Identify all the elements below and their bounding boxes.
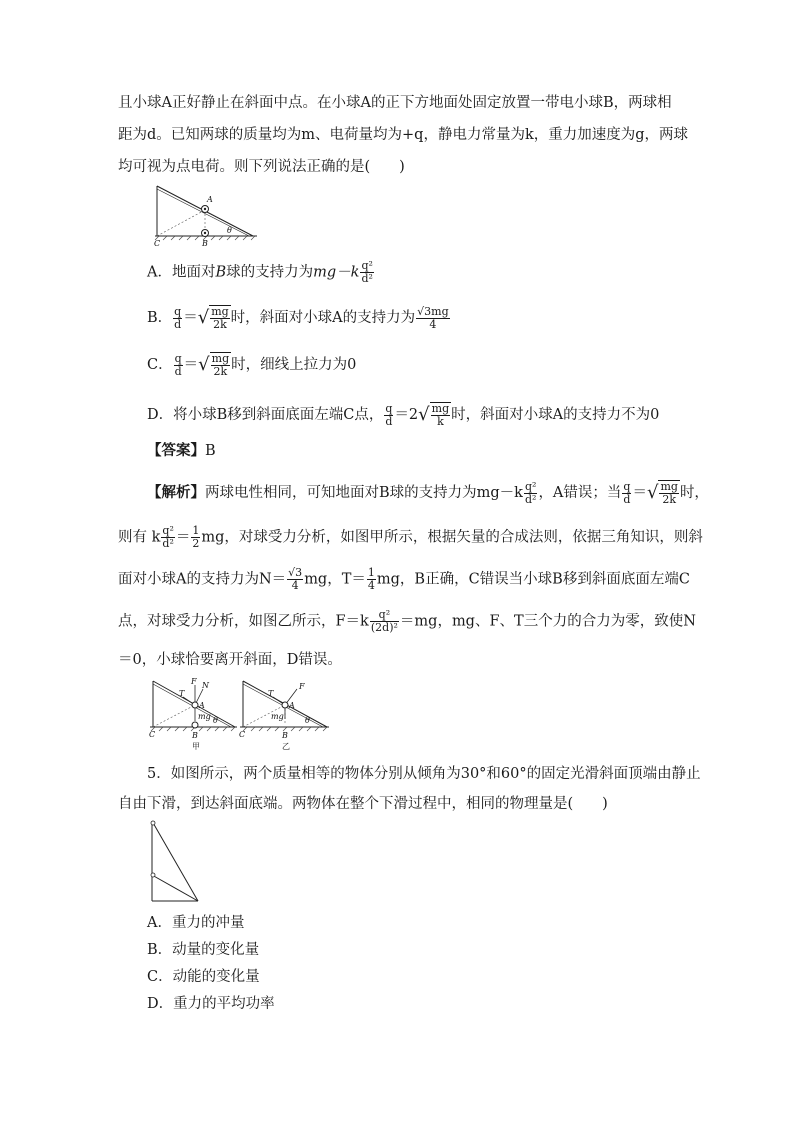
q4-answer: 【答案】B <box>147 442 216 459</box>
fig-yi-mg: mg <box>271 712 284 721</box>
fig-jia-theta: θ <box>213 716 218 725</box>
q4-analysis-line-3: 面对小球A的支持力为N＝ $\frac{√3}{4}$ mg，T＝ $\frac{1}{4}$ mg，B正确，C错误当小球B移到斜面底面左端C <box>118 566 690 592</box>
fig-jia-a: A <box>199 701 205 710</box>
q4-analysis-line-1: 【解析】两球电性相同，可知地面对B球的支持力为mg－k $\frac{\text{q²}}{\text{d²}}$ ，A错误；当 $\frac{q}{d}$ ＝√ $\frac{mg}{2k}$ 时， <box>147 479 709 506</box>
q5-option-b: B．动量的变化量 <box>147 942 260 958</box>
fig-jia-caption: 甲 <box>192 742 200 751</box>
sqrt: √ $\frac{mg}{k}$ <box>418 402 450 428</box>
fig-yi-theta: θ <box>305 716 310 725</box>
fig-yi-b: B <box>282 731 288 740</box>
fig-yi-f: F <box>299 682 305 691</box>
q5-line-1: 5．如图所示，两个质量相等的物体分别从倾角为30°和60°的固定光滑斜面顶端由静止 <box>147 766 701 782</box>
sqrt: √ $\frac{mg}{2k}$ <box>198 352 230 378</box>
fig-jia-b: B <box>192 731 198 740</box>
fig-label-c: C <box>154 239 161 248</box>
q5-option-a: A．重力的冲量 <box>147 915 245 931</box>
q4-intro-line-3: 均可视为点电荷。则下列说法正确的是( ) <box>118 159 405 175</box>
fig-jia-mg: mg <box>198 712 211 721</box>
fig-jia-n: N <box>202 681 209 690</box>
q5-option-d: D．重力的平均功率 <box>147 996 275 1012</box>
q4-force-diagram-jia <box>145 675 240 753</box>
fraction: $\frac{q}{d}$ <box>174 304 182 331</box>
q4-option-a: A．地面对B球的支持力为mg－k $\frac{\text{q²}}{\text{d²}}$ <box>147 259 373 285</box>
q4-analysis-line-2: 则有 k $\frac{\text{q²}}{\text{d²}}$ ＝ $\frac{1}{2}$ mg，对球受力分析，如图甲所示，根据矢量的合成法则，依据三角知识，则斜 <box>118 524 703 550</box>
fraction: $\frac{√3mg}{4}$ <box>417 304 449 331</box>
fig-yi-a: A <box>289 701 295 710</box>
q4-analysis-line-5: ＝0，小球恰要离开斜面，D错误。 <box>118 652 342 668</box>
q4-force-diagram-yi <box>237 675 332 753</box>
fig-label-a: A <box>207 195 213 204</box>
fig-yi-caption: 乙 <box>282 742 290 751</box>
q4-incline-figure <box>145 180 265 250</box>
fraction: $\frac{q}{d}$ <box>385 401 393 428</box>
q5-line-2: 自由下滑，到达斜面底端。两物体在整个下滑过程中，相同的物理量是( ) <box>118 796 608 812</box>
fraction: $\frac{\text{q²}}{\text{d²}}$ <box>361 259 373 285</box>
sqrt: √ $\frac{mg}{2k}$ <box>197 305 229 331</box>
fig-jia-c: C <box>149 730 156 739</box>
q5-option-c: C．动能的变化量 <box>147 969 260 985</box>
q4-analysis-line-4: 点，对球受力分析，如图乙所示，F＝k $\frac{\text{q²}}{\text{(2d)²}}$ ＝mg，mg、F、T三个力的合力为零，致使N <box>118 608 696 634</box>
fig-jia-t: T <box>179 689 185 698</box>
fraction: $\frac{q}{d}$ <box>174 351 182 378</box>
q4-option-c: C． $\frac{q}{d}$ ＝√ $\frac{mg}{2k}$ 时，细线上拉力为0 <box>147 351 357 378</box>
q4-intro-line-2: 距为d。已知两球的质量均为m、电荷量均为+q，静电力常量为k，重力加速度为g，两球 <box>118 127 689 143</box>
q4-intro-line-1: 且小球A正好静止在斜面中点。在小球A的正下方地面处固定放置一带电小球B，两球相 <box>118 95 672 111</box>
q4-option-b: B． $\frac{q}{d}$ ＝√ $\frac{mg}{2k}$ 时，斜面对小球A的支持力为 $\frac{√3mg}{4}$ <box>147 304 449 331</box>
fig-jia-f: F <box>191 677 197 686</box>
fig-yi-c: C <box>239 730 246 739</box>
q4-option-d: D．将小球B移到斜面底面左端C点， $\frac{q}{d}$ ＝2√ $\frac{mg}{k}$ 时，斜面对小球A的支持力不为0 <box>147 401 660 428</box>
fig-label-theta: θ <box>227 226 232 235</box>
fig-yi-t: T <box>268 689 274 698</box>
q5-incline-figure <box>140 815 210 910</box>
fig-label-b: B <box>202 239 208 248</box>
